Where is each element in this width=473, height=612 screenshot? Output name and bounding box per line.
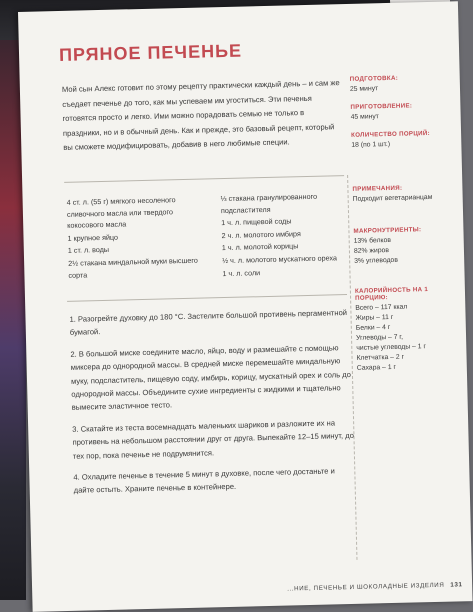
- ingredients-divider: [64, 175, 344, 183]
- calories-label: КАЛОРИЙНОСТЬ НА 1 ПОРЦИЮ:: [354, 286, 429, 302]
- servings-value: 18 (по 1 шт.): [351, 140, 391, 149]
- calorie-item: Всего – 117 ккал: [355, 303, 408, 312]
- step-item: 3. Скатайте из теста восемнадцать маленьких шариков и разложите их на противень на небольшом расстоянии друг от друга. Выпекайте 12–15 минут, до тех пор, пока печенье не подрумянится.: [72, 418, 354, 461]
- macros-list: [354, 234, 455, 266]
- servings-label: КОЛИЧЕСТВО ПОРЦИЙ:: [351, 129, 431, 139]
- step-item: 1. Разогрейте духовку до 180 °С. Застелите большой противень пергаментной бумагой.: [69, 308, 348, 338]
- ingredient-item: 1 ч. л. пищевой соды: [221, 216, 292, 228]
- calorie-item: Клетчатка – 2 г: [356, 353, 405, 362]
- macros-label: МАКРОНУТРИЕНТЫ:: [353, 226, 422, 235]
- ingredient-item: 1 крупное яйцо: [67, 232, 119, 243]
- prep-value: 25 минут: [349, 85, 379, 93]
- ingredients-right: [220, 190, 350, 280]
- notes-label: ПРИМЕЧАНИЯ:: [352, 184, 403, 193]
- macro-item: 82% жиров: [353, 247, 390, 255]
- macro-item: 3% углеводов: [354, 256, 398, 265]
- calorie-item: чистые углеводы – 1 г: [356, 343, 426, 352]
- footer-section: ...НИЕ, ПЕЧЕНЬЕ И ШОКОЛАДНЫЕ ИЗДЕЛИЯ: [287, 581, 445, 593]
- notes-value: Подходит вегетарианцам: [352, 193, 433, 203]
- ingredient-item: 1 ч. л. соли: [222, 267, 261, 278]
- recipe-sidebar: [350, 73, 457, 382]
- ingredient-item: 2½ стакана миндальной муки высшего сорта: [68, 255, 198, 280]
- steps-divider: [67, 294, 347, 302]
- ingredient-item: ⅓ стакана гранулированного подсластителя: [220, 191, 318, 215]
- calorie-item: Жиры – 11 г: [355, 313, 394, 322]
- cook-value: 45 минут: [350, 113, 379, 121]
- calorie-item: Белки – 4 г: [355, 323, 391, 332]
- calories-list: [355, 301, 457, 373]
- calorie-item: Углеводы – 7 г,: [355, 333, 404, 342]
- ingredient-item: 2 ч. л. молотого имбиря: [221, 228, 301, 240]
- step-item: 2. В большой миске соедините масло, яйцо, воду и размешайте с помощью миксера до однородной массы. В средней миске перемешайте миндальную муку, подсластитель, пищевую соду, имбирь, корицу, мускатный орех и соль до однородной массы. Объедините сухие ингредиенты с жидкими и тщательно вымесите эластичное тесто.: [70, 343, 351, 413]
- recipe-intro: Мой сын Алекс готовит по этому рецепту практически каждый день – и сам же съедает печенье до того, как мы успеваем им угоститься. Эти печенья готовятся просто и легко. Ими можно порадовать семью не только в праздники, но и в обычный день. Как и прежде, это базовый рецепт, который вы сможете модифицировать, добавив в него любимые специи.: [61, 78, 340, 153]
- recipe-steps: [69, 306, 356, 506]
- ingredients-left: [67, 193, 211, 282]
- book-page: [18, 1, 473, 612]
- page-number: 131: [450, 581, 463, 589]
- ingredient-item: ½ ч. л. молотого мускатного ореха: [222, 253, 338, 266]
- prep-label: ПОДГОТОВКА:: [349, 74, 399, 83]
- recipe-title: ПРЯНОЕ ПЕЧЕНЬЕ: [58, 40, 243, 66]
- ingredient-item: 1 ч. л. молотой корицы: [221, 241, 299, 253]
- step-item: 4. Охладите печенье в течение 5 минут в духовке, после чего достаньте и дайте остыть. Храните печенье в контейнере.: [73, 466, 335, 496]
- macro-item: 13% белков: [353, 236, 392, 245]
- cook-label: ПРИГОТОВЛЕНИЕ:: [350, 102, 413, 111]
- ingredient-item: 4 ст. л. (55 г) мягкого несоленого сливочного масла или твердого кокосового масла: [66, 195, 176, 231]
- calorie-item: Сахара – 1 г: [356, 363, 397, 372]
- ingredient-item: 1 ст. л. воды: [67, 245, 110, 256]
- page-footer: [287, 581, 467, 592]
